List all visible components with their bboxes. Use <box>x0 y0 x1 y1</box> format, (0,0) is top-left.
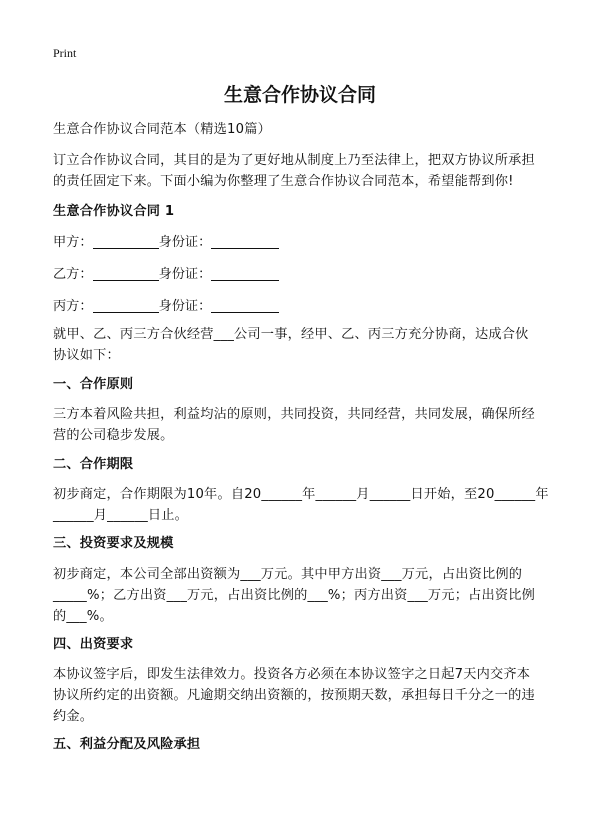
id-blank <box>211 234 279 249</box>
clause-text: 初步商定，合作期限为10年。自20______年______月______日开始，至20______年 <box>53 487 549 502</box>
agreement-line-2: 协议如下： <box>53 348 120 363</box>
id-label: 身份证： <box>158 235 212 250</box>
intro-line-2: 的责任固定下来。下面小编为你整理了生意合作协议合同范本，希望能帮到你! <box>53 174 514 189</box>
clause-text: 本协议签字后，即发生法律效力。投资各方必须在本协议签字之日起7天内交齐本 <box>53 667 531 682</box>
clause-text: 初步商定，本公司全部出资额为___万元。其中甲方出资___万元，占出资比例的 <box>53 567 523 582</box>
intro-line-1: 订立合作协议合同，其目的是为了更好地从制度上乃至法律上，把双方协议所承担 <box>53 153 535 168</box>
id-blank <box>211 266 279 281</box>
clause-text: 约金。 <box>53 709 94 724</box>
clause-text: 的___%。 <box>53 609 113 624</box>
party-row-b <box>53 263 279 282</box>
id-label: 身份证： <box>158 299 212 314</box>
clause-text: ______月______日止。 <box>53 508 189 523</box>
document-subtitle: 生意合作协议合同范本（精选10篇） <box>53 122 271 137</box>
party-label: 丙方： <box>53 299 93 314</box>
print-link[interactable]: Print <box>53 46 77 60</box>
section-heading: 生意合作协议合同 1 <box>53 204 175 219</box>
clause-heading: 四、出资要求 <box>53 637 134 652</box>
clause-text: 协议所约定的出资额。凡逾期交纳出资额的，按预期天数，承担每日千分之一的违 <box>53 688 535 703</box>
party-row-c <box>53 295 279 314</box>
id-label: 身份证： <box>158 267 212 282</box>
clause-heading: 五、利益分配及风险承担 <box>53 737 201 752</box>
clause-text: 营的公司稳步发展。 <box>53 428 174 443</box>
clause-heading: 二、合作期限 <box>53 457 134 472</box>
party-label: 甲方： <box>53 235 93 250</box>
document-title: 生意合作协议合同 <box>223 84 376 106</box>
agreement-line-1: 就甲、乙、丙三方合伙经营___公司一事，经甲、乙、丙三方充分协商，达成合伙 <box>53 327 529 342</box>
clause-text: 三方本着风险共担，利益均沾的原则，共同投资，共同经营，共同发展，确保所经 <box>53 407 535 422</box>
clause-heading: 三、投资要求及规模 <box>53 536 174 551</box>
clause-text: _____%；乙方出资___万元，占出资比例的___%；丙方出资___万元；占出资比例 <box>53 588 536 603</box>
party-row-a <box>53 231 279 250</box>
name-blank <box>93 266 159 281</box>
clause-heading: 一、合作原则 <box>53 377 134 392</box>
name-blank <box>93 298 159 313</box>
id-blank <box>211 298 279 313</box>
name-blank <box>93 234 159 249</box>
party-label: 乙方： <box>53 267 93 282</box>
